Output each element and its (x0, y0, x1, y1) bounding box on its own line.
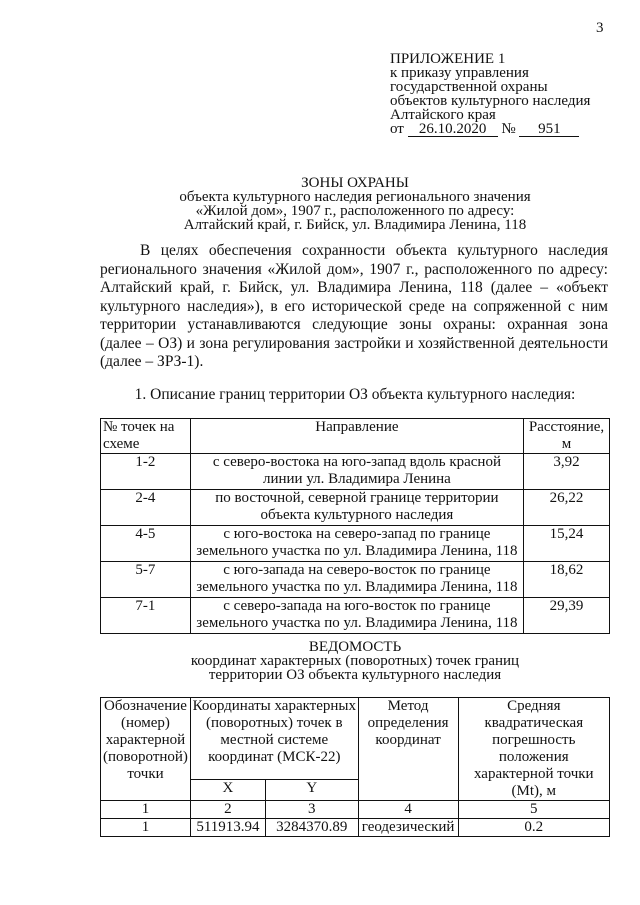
table-row (101, 819, 610, 837)
column-header: № точек на схеме (101, 419, 191, 454)
table-row (101, 490, 610, 526)
intro-paragraph (100, 242, 608, 372)
subheader-y: Y (265, 779, 358, 800)
method: геодезический (358, 819, 458, 837)
cell-distance: 29,39 (524, 598, 610, 634)
order-date: 26.10.2020 (408, 122, 498, 137)
table-row (101, 562, 610, 598)
cell-points: 5-7 (101, 562, 191, 598)
title-heading: ЗОНЫ ОХРАНЫ (301, 175, 409, 191)
appendix-title: ПРИЛОЖЕНИЕ 1 (390, 51, 506, 67)
document-title (100, 176, 610, 232)
cell-direction: с юго-востока на северо-запад по границе земельного участка по ул. Владимира Ленина, 118 (190, 526, 523, 562)
column-number: 2 (190, 801, 265, 819)
column-header: Обозначение (номер) характерной (поворотной) точки (101, 698, 191, 801)
title-line: объекта культурного наследия регионального значения (179, 189, 531, 205)
table-row (101, 454, 610, 490)
column-header: Метод определения координат (358, 698, 458, 801)
boundary-table (100, 418, 610, 634)
cell-direction: с юго-запада на северо-восток по границе земельного участка по ул. Владимира Ленина, 118 (190, 562, 523, 598)
number-label: № (501, 121, 516, 137)
page-number: 3 (596, 20, 604, 36)
subheader-x: X (190, 779, 265, 800)
from-label: от (390, 121, 404, 137)
column-number: 3 (265, 801, 358, 819)
title-line: Алтайский край, г. Бийск, ул. Владимира Ленина, 118 (183, 217, 527, 233)
appendix-line: к приказу управления (390, 65, 529, 81)
cell-points: 2-4 (101, 490, 191, 526)
cell-direction: с северо-востока на юго-запад вдоль красной линии ул. Владимира Ленина (190, 454, 523, 490)
cell-points: 1-2 (101, 454, 191, 490)
appendix-line: Алтайского края (390, 107, 496, 123)
error-mt: 0.2 (458, 819, 609, 837)
appendix-block (390, 52, 590, 137)
cell-points: 4-5 (101, 526, 191, 562)
table-header-row (101, 419, 610, 454)
cell-direction: с северо-запада на юго-восток по границе земельного участка по ул. Владимира Ленина, 118 (190, 598, 523, 634)
appendix-line: государственной охраны (390, 79, 548, 95)
column-header: Координаты характерных (поворотных) точек в местной системе координат (МСК-22) (190, 698, 358, 780)
section-heading: 1. Описание границ территории ОЗ объекта культурного наследия: (134, 386, 576, 403)
column-header: Расстояние, м (524, 419, 610, 454)
point-id: 1 (101, 819, 191, 837)
column-number: 4 (358, 801, 458, 819)
appendix-line: объектов культурного наследия (390, 93, 591, 109)
cell-points: 7-1 (101, 598, 191, 634)
column-number: 1 (101, 801, 191, 819)
cell-direction: по восточной, северной границе территории объекта культурного наследия (190, 490, 523, 526)
vedomost-heading: ВЕДОМОСТЬ (308, 639, 402, 655)
cell-distance: 18,62 (524, 562, 610, 598)
title-line: «Жилой дом», 1907 г., расположенного по адресу: (195, 203, 515, 219)
table-row (101, 526, 610, 562)
table-row (101, 598, 610, 634)
cell-distance: 26,22 (524, 490, 610, 526)
order-number: 951 (519, 122, 579, 137)
column-number-row (101, 801, 610, 819)
appendix-date-line (390, 122, 590, 137)
coordinates-table (100, 697, 610, 837)
column-header: Направление (190, 419, 523, 454)
vedomost-line: координат характерных (поворотных) точек границ (190, 653, 520, 669)
coord-y: 3284370.89 (265, 819, 358, 837)
cell-distance: 3,92 (524, 454, 610, 490)
column-number: 5 (458, 801, 609, 819)
column-header: Средняя квадратическая погрешность положения характерной точки (Mt), м (458, 698, 609, 801)
vedomost-line: территории ОЗ объекта культурного наследия (208, 667, 502, 683)
paragraph-text: В целях обеспечения сохранности объекта культурного наследия регионального значения «Жилой дом», 1907 г., расположенного по адресу: Алтайский край, г. Бийск, ул. Владимира Ленина, 118 (далее – «объект культурного наследия»), в его исторической среде на сопряженной с ним территории устанавливаются следующие зоны охраны: охранная зона (далее – ОЗ) и зона регулирования застройки и хозяйственной деятельности (далее – ЗРЗ-1). (100, 242, 608, 370)
coord-x: 511913.94 (190, 819, 265, 837)
cell-distance: 15,24 (524, 526, 610, 562)
vedomost-title (100, 640, 610, 682)
